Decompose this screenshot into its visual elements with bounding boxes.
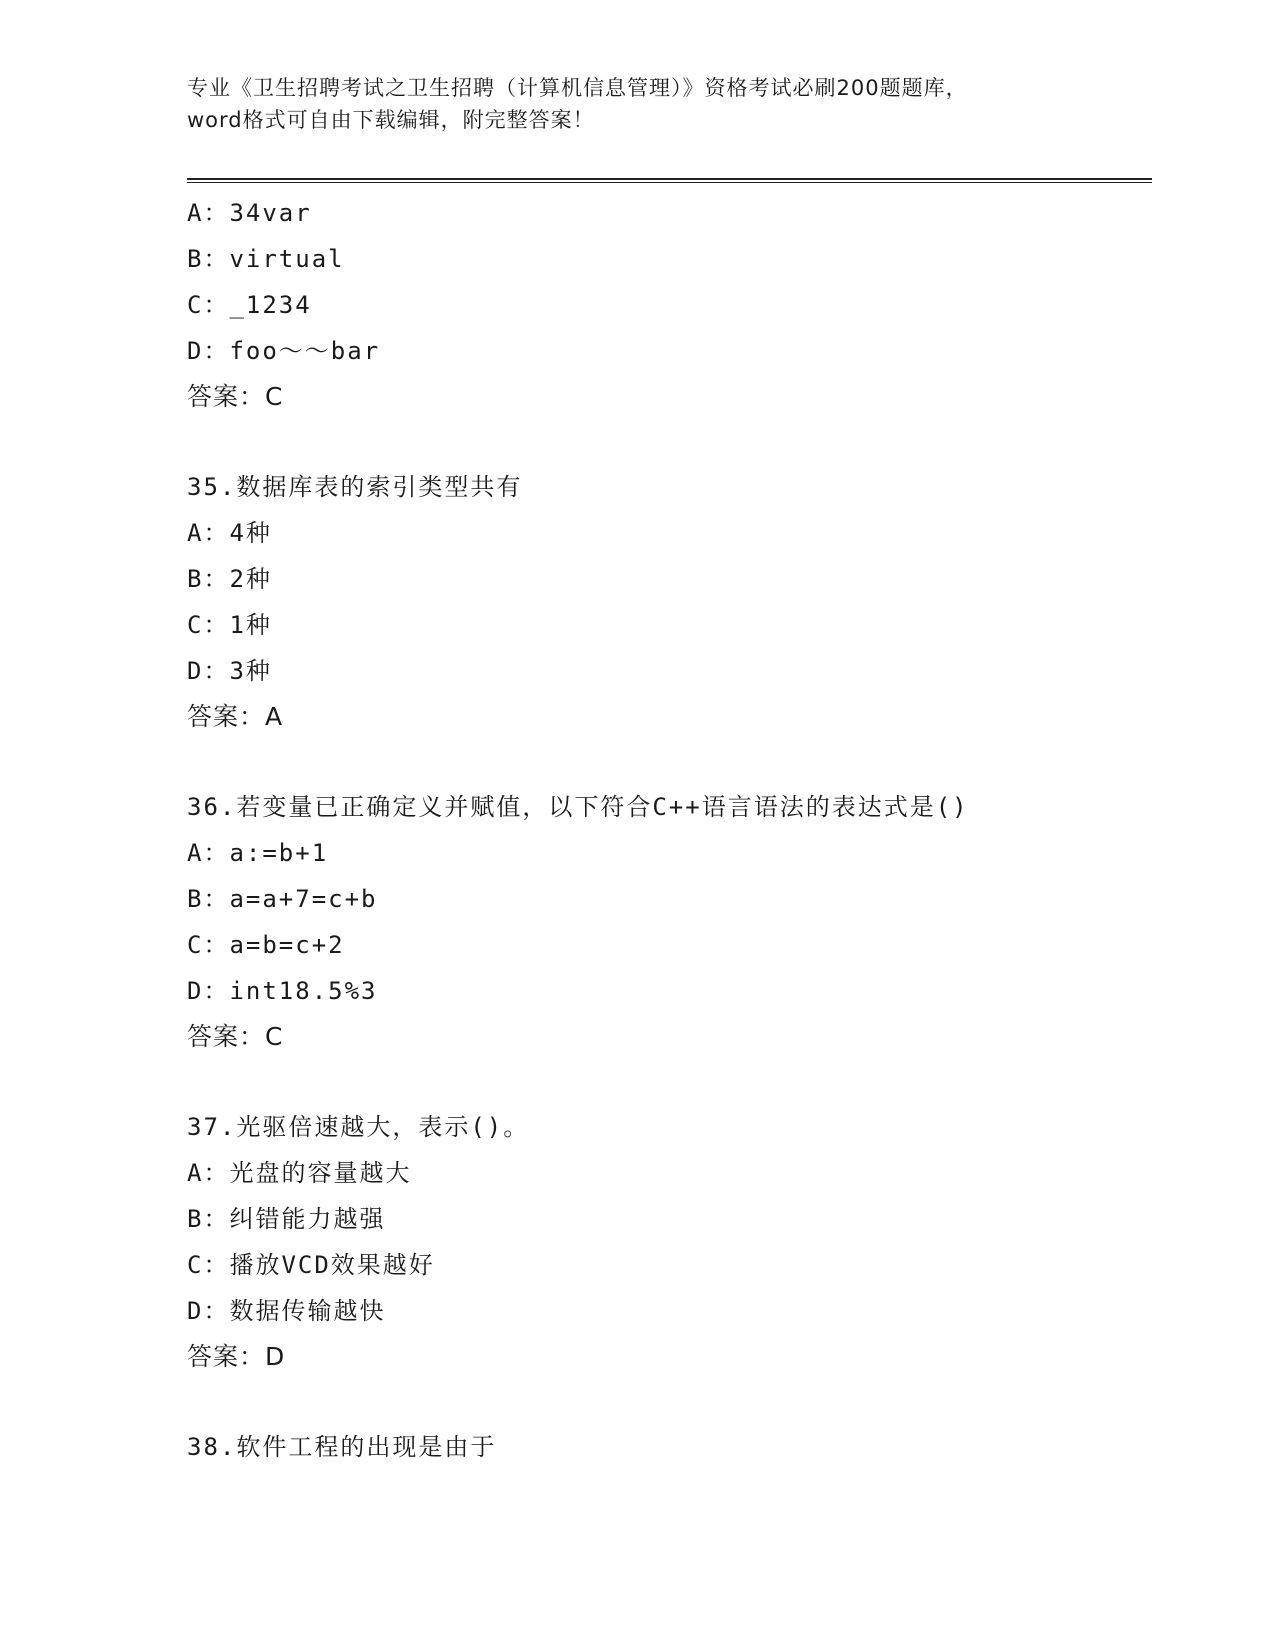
question-37 xyxy=(187,1104,1152,1380)
option-d: D：数据传输越快 xyxy=(187,1297,386,1325)
question-38 xyxy=(187,1424,1152,1470)
question-stem: 35.数据库表的索引类型共有 xyxy=(187,473,523,501)
question-35 xyxy=(187,464,1152,740)
question-34 xyxy=(187,190,1152,420)
option-a: A：34var xyxy=(187,199,312,227)
question-stem: 36.若变量已正确定义并赋值，以下符合C++语言语法的表达式是() xyxy=(187,793,969,821)
option-a: A：4种 xyxy=(187,519,272,547)
header-divider xyxy=(187,178,1152,183)
answer: 答案：D xyxy=(187,1342,286,1371)
option-b: B：a=a+7=c+b xyxy=(187,885,378,913)
document-header xyxy=(187,72,1087,136)
header-line-2: word格式可自由下载编辑，附完整答案！ xyxy=(187,108,595,132)
option-c: C：_1234 xyxy=(187,291,312,319)
question-36 xyxy=(187,784,1152,1060)
answer: 答案：C xyxy=(187,1022,284,1051)
question-list xyxy=(187,190,1152,1514)
question-stem: 37.光驱倍速越大，表示()。 xyxy=(187,1113,530,1141)
answer: 答案：A xyxy=(187,702,284,731)
option-b: B：2种 xyxy=(187,565,272,593)
option-c: C：播放VCD效果越好 xyxy=(187,1251,435,1279)
option-b: B：纠错能力越强 xyxy=(187,1205,386,1233)
option-d: D：foo～～bar xyxy=(187,337,381,365)
option-a: A：a:=b+1 xyxy=(187,839,329,867)
option-c: C：a=b=c+2 xyxy=(187,931,345,959)
question-stem: 38.软件工程的出现是由于 xyxy=(187,1433,497,1461)
option-a: A：光盘的容量越大 xyxy=(187,1159,412,1187)
option-d: D：int18.5%3 xyxy=(187,977,378,1005)
answer: 答案：C xyxy=(187,382,284,411)
option-b: B：virtual xyxy=(187,245,345,273)
option-c: C：1种 xyxy=(187,611,272,639)
header-line-1: 专业《卫生招聘考试之卫生招聘（计算机信息管理）》资格考试必刷200题题库， xyxy=(187,76,968,100)
option-d: D：3种 xyxy=(187,657,272,685)
